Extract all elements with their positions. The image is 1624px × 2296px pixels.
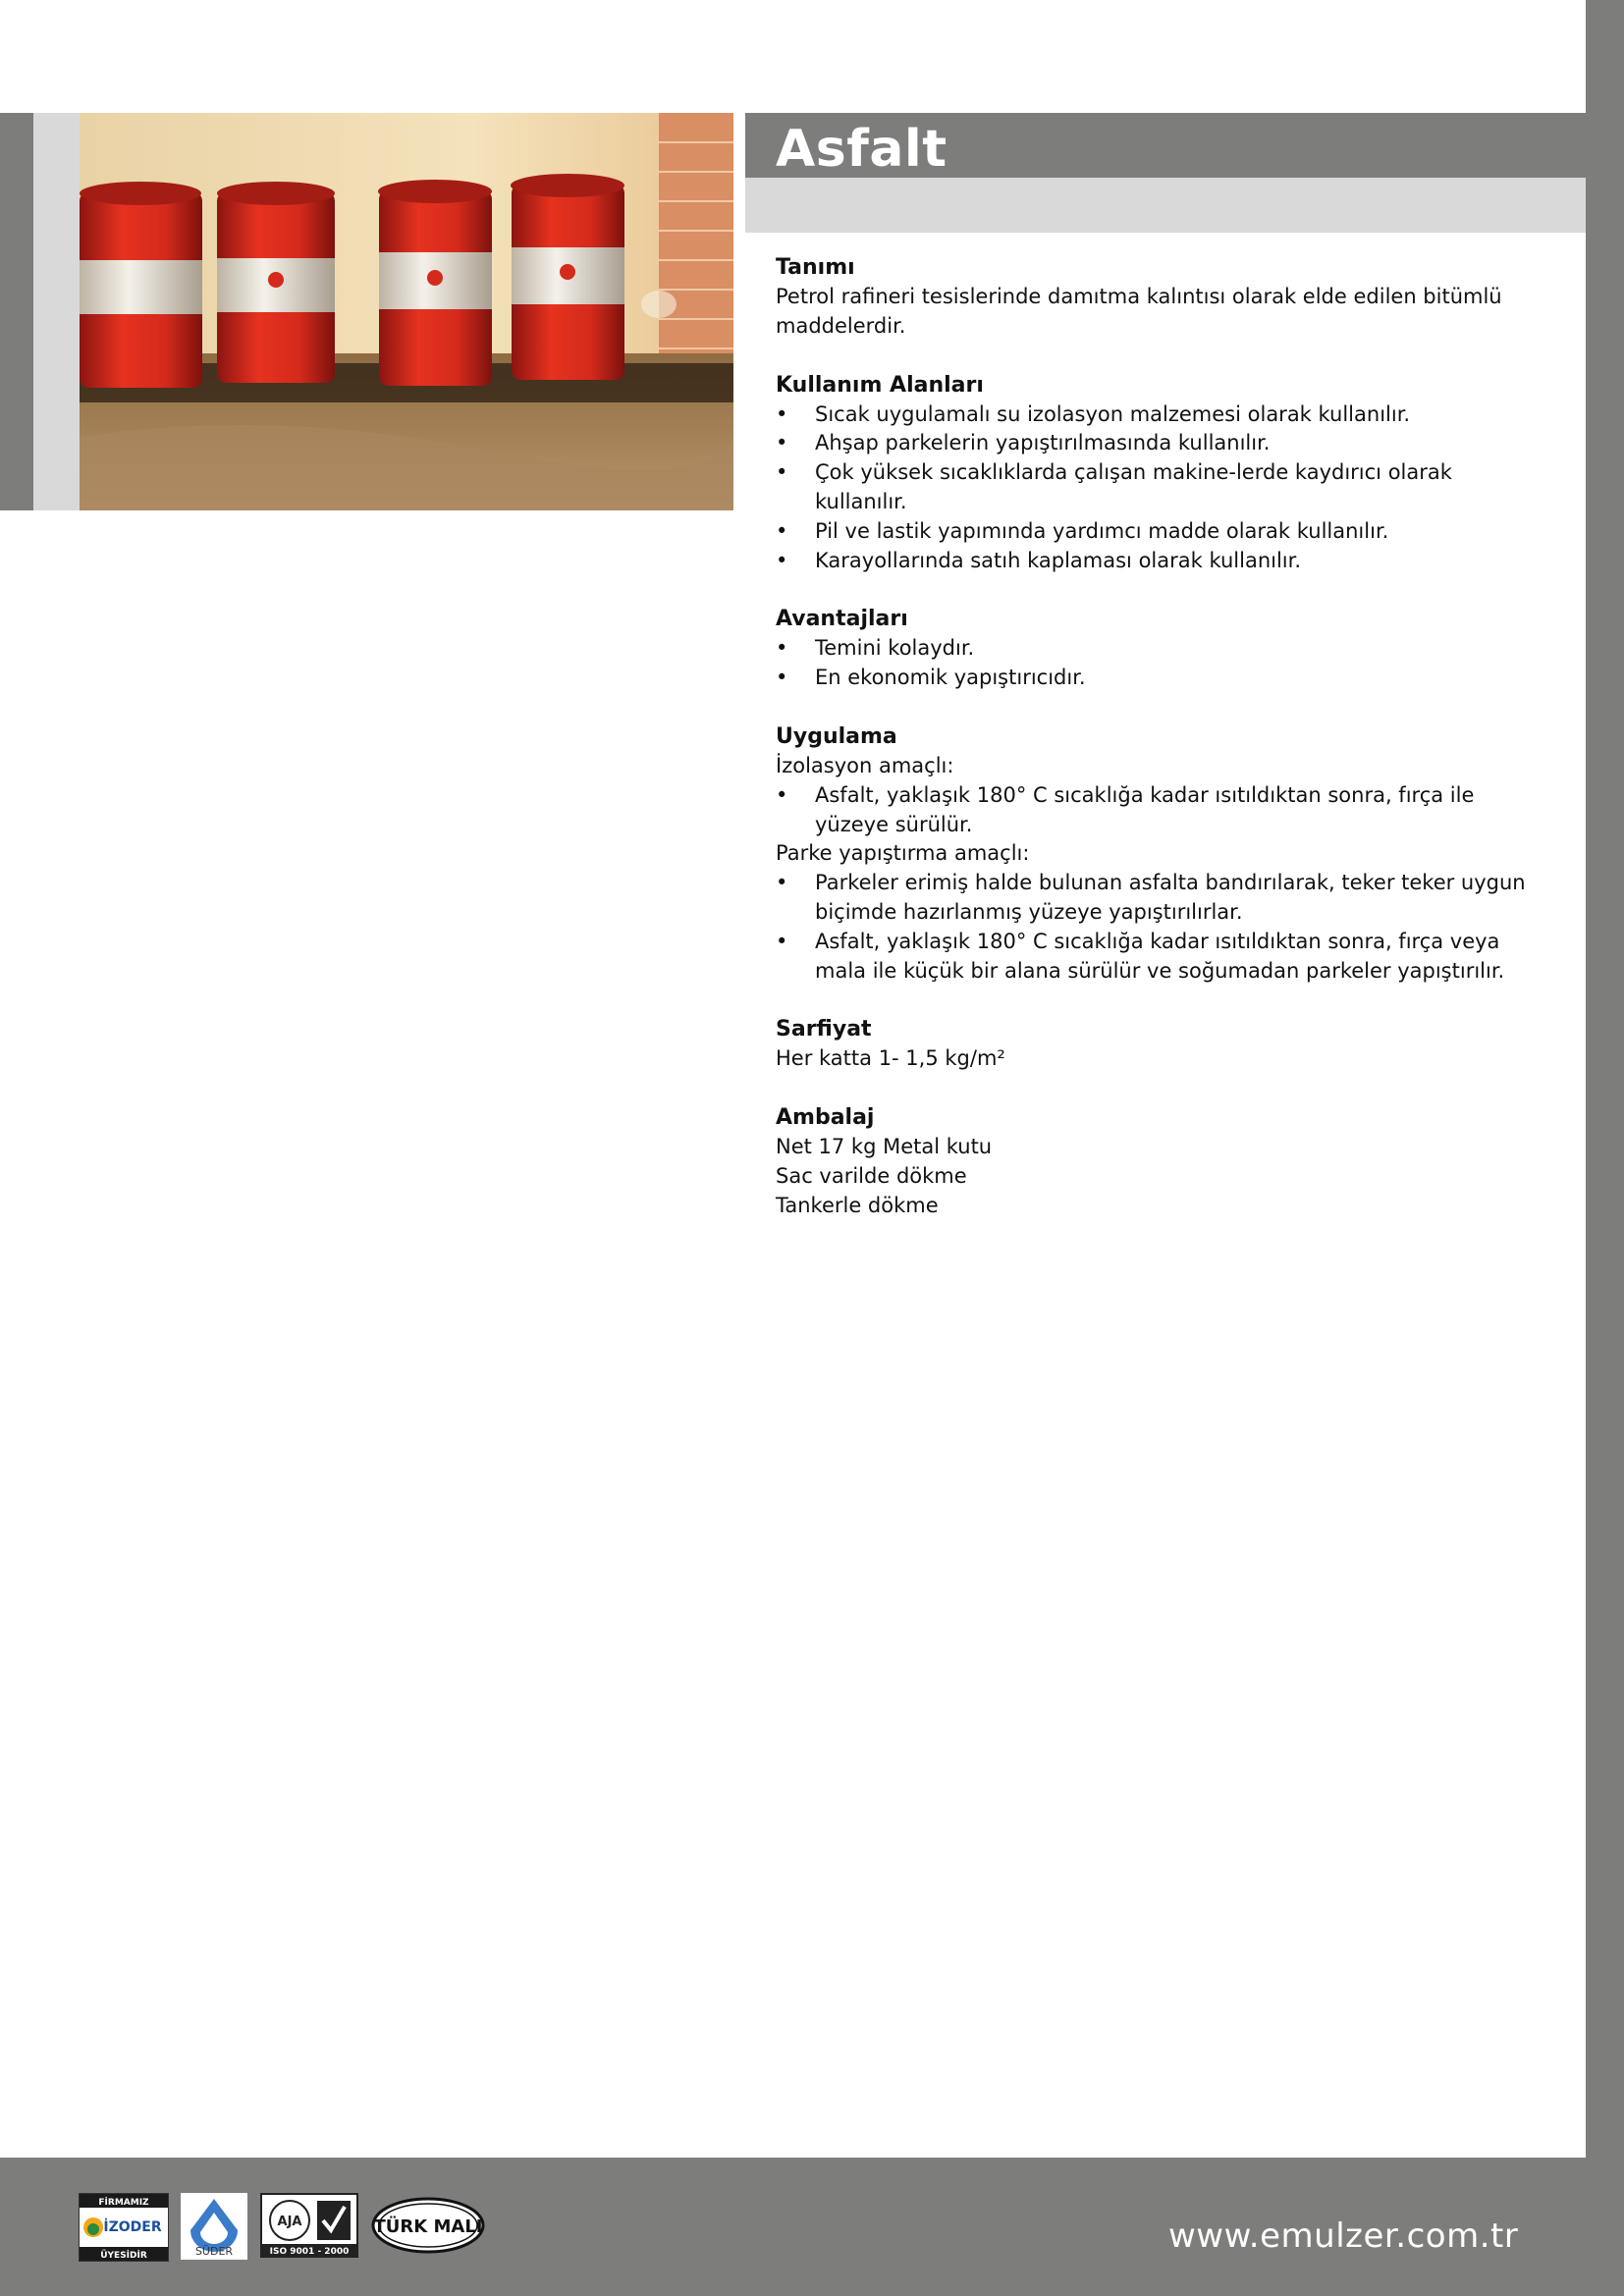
list-item: • Ahşap parkelerin yapıştırılmasında kullanılır. bbox=[776, 429, 1542, 458]
list-item: • En ekonomik yapıştırıcıdır. bbox=[776, 664, 1542, 693]
izolasyon-label: İzolasyon amaçlı: bbox=[776, 753, 954, 777]
right-edge-bar bbox=[1586, 0, 1624, 2296]
section-heading-ambalaj: Ambalaj bbox=[776, 1105, 875, 1131]
sarfiyat-text: Her katta 1- 1,5 kg/m² bbox=[776, 1046, 1005, 1071]
ambalaj-line: Net 17 kg Metal kutu bbox=[776, 1135, 993, 1159]
turk-mali-text: TÜRK MALI bbox=[373, 2216, 483, 2237]
left-gray-band bbox=[0, 113, 33, 510]
product-photo-barrels bbox=[80, 113, 733, 510]
product-description bbox=[776, 253, 1542, 1251]
section-avantajlari bbox=[776, 605, 1542, 693]
list-item: • Asfalt, yaklaşık 180° C sıcaklığa kadar ısıtıldıktan sonra, fırça veya mala ile küçük bir alana sürülür ve soğumadan parkeler yapıştırılır. bbox=[776, 928, 1542, 987]
izoder-top-text: FİRMAMIZ bbox=[98, 2198, 149, 2208]
svg-text:AJA: AJA bbox=[277, 2215, 302, 2229]
izolasyon-list bbox=[776, 781, 1542, 840]
list-item: • Karayollarında satıh kaplaması olarak kullanılır. bbox=[776, 547, 1542, 576]
section-heading-sarfiyat: Sarfiyat bbox=[776, 1017, 872, 1042]
kullanim-list bbox=[776, 400, 1542, 576]
list-item: • Sıcak uygulamalı su izolasyon malzemesi olarak kullanılır. bbox=[776, 400, 1542, 430]
list-item: • Asfalt, yaklaşık 180° C sıcaklığa kadar ısıtıldıktan sonra, fırça ile yüzeye sürülür. bbox=[776, 781, 1542, 840]
page-title: Asfalt bbox=[776, 120, 947, 179]
suder-text: SÜDER bbox=[194, 2245, 234, 2258]
izoder-bottom-text: ÜYESİDİR bbox=[100, 2251, 147, 2261]
iso-text: ISO 9001 - 2000 bbox=[269, 2247, 350, 2257]
list-item: • Pil ve lastik yapımında yardımcı madde olarak kullanılır. bbox=[776, 517, 1542, 547]
ambalaj-line: Sac varilde dökme bbox=[776, 1163, 967, 1188]
section-heading-uygulama: Uygulama bbox=[776, 723, 897, 749]
parke-label: Parke yapıştırma amaçlı: bbox=[776, 841, 1030, 866]
list-item: • Parkeler erimiş halde bulunan asfalta bandırılarak, teker teker uygun biçimde hazırlanmış yüzeye yapıştırılırlar. bbox=[776, 869, 1542, 928]
section-heading-avantajlari: Avantajları bbox=[776, 607, 908, 632]
list-item: • Çok yüksek sıcaklıklarda çalışan makine-lerde kaydırıcı olarak kullanılır. bbox=[776, 458, 1542, 517]
section-ambalaj bbox=[776, 1103, 1542, 1220]
turk-mali-logo bbox=[371, 2197, 485, 2254]
section-sarfiyat bbox=[776, 1015, 1542, 1074]
parke-list bbox=[776, 869, 1542, 986]
barrels-illustration bbox=[80, 113, 733, 510]
section-heading-kullanim: Kullanım Alanları bbox=[776, 372, 984, 398]
list-item: • Temini kolaydır. bbox=[776, 634, 1542, 664]
section-heading-tanimi: Tanımı bbox=[776, 255, 855, 280]
izoder-logo bbox=[79, 2193, 169, 2262]
website-url: www.emulzer.com.tr bbox=[1168, 2216, 1519, 2256]
ambalaj-line: Tankerle dökme bbox=[776, 1193, 939, 1217]
suder-logo bbox=[181, 2193, 247, 2260]
title-subband bbox=[745, 178, 1586, 233]
izoder-name-text: İZODER bbox=[103, 2219, 162, 2235]
avantajlari-list bbox=[776, 634, 1542, 693]
section-uygulama bbox=[776, 722, 1542, 986]
section-kullanim-alanlari bbox=[776, 371, 1542, 576]
section-tanimi bbox=[776, 253, 1542, 342]
tanimi-text: Petrol rafineri tesislerinde damıtma kalıntısı olarak elde edilen bitümlü maddelerdir. bbox=[776, 285, 1502, 338]
left-light-band bbox=[33, 113, 80, 510]
iso-9001-logo bbox=[260, 2193, 358, 2258]
